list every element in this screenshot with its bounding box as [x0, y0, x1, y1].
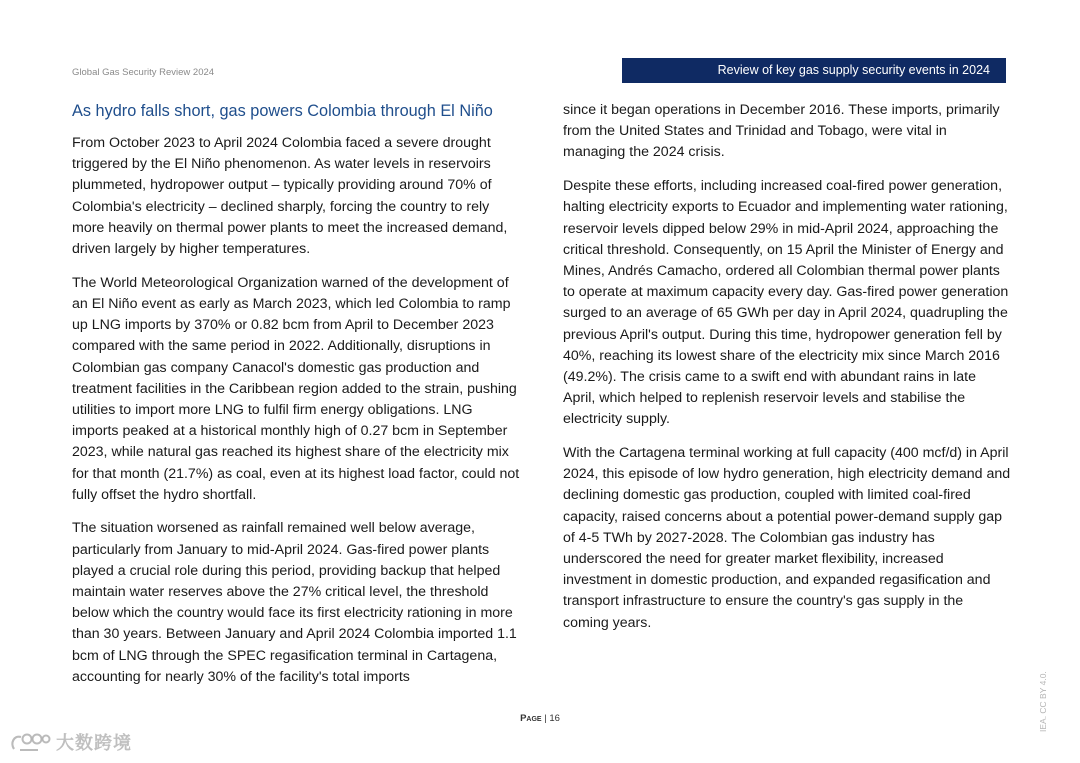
paragraph: since it began operations in December 2016. These imports, primarily from the United States and Trinidad and Tobago, were vital in managing the 2024 crisis.: [563, 102, 1000, 161]
page-label: Page: [520, 713, 542, 724]
section-title-banner: Review of key gas supply security events in 2024: [622, 58, 1006, 83]
paragraph: The situation worsened as rainfall remained well below average, particularly from January to mid-April 2024. Gas-fired power plants played a crucial role during this period, providing backup that helped maintain water reserves above the 27% critical level, the threshold below which the country would face its first electricity rationing in more than 30 years. Between January and April 2024 Colombia imported 1.1 bcm of LNG through the SPEC regasification terminal in Cartagena, accounting for nearly 30% of the facility's total imports: [72, 520, 517, 685]
right-column: [563, 100, 1011, 646]
running-title: Global Gas Security Review 2024: [72, 67, 215, 78]
page-number: [0, 713, 1080, 724]
paragraph: From October 2023 to April 2024 Colombia faced a severe drought triggered by the El Niño phenomenon. As water levels in reservoirs plummeted, hydropower output – typically providing around 70% of Colombia's electricity – declined sharply, forcing the country to rely more heavily on thermal power plants to meet the increased demand, driven largely by higher temperatures.: [72, 135, 508, 258]
paragraph: With the Cartagena terminal working at full capacity (400 mcf/d) in April 2024, this episode of low hydro generation, high electricity demand and declining domestic gas production, coupled with limited coal-fired capacity, raised concerns about a potential power-demand supply gap of 4-5 TWh by 2027-2028. The Colombian gas industry has underscored the need for greater market flexibility, increased investment in domestic production, and expanded regasification and transport infrastructure to ensure the country's gas supply in the coming years.: [563, 445, 1011, 631]
page-number-value: 16: [549, 713, 560, 724]
page-separator: |: [544, 713, 547, 724]
left-column: [72, 100, 520, 701]
section-heading: As hydro falls short, gas powers Colombia through El Niño: [72, 102, 493, 120]
brand-logo-icon: [8, 729, 52, 755]
paragraph: The World Meteorological Organization warned of the development of an El Niño event as early as March 2023, which led Colombia to ramp up LNG imports by 370% or 0.82 bcm from April to December 2023 compared with the same period in 2022. Additionally, disruptions in Colombian gas company Canacol's domestic gas production and treatment facilities in the Caribbean region added to the strain, pushing utilities to import more LNG to fulfil firm energy obligations. LNG imports peaked at a historical monthly high of 0.27 bcm in September 2023, while natural gas reached its highest share of the electricity mix for that month (21.7%) as coal, even at its highest load factor, could not fully offset the hydro shortfall.: [72, 274, 520, 503]
watermark: [8, 729, 132, 755]
license-note: IEA. CC BY 4.0.: [1038, 671, 1048, 732]
paragraph: Despite these efforts, including increased coal-fired power generation, halting electricity exports to Ecuador and implementing water rationing, reservoir levels dipped below 29% in mid-April 2024, approaching the critical threshold. Consequently, on 15 April the Minister of Energy and Mines, Andrés Camacho, ordered all Colombian thermal power plants to operate at maximum capacity every day. Gas-fired power generation surged to an average of 65 GWh per day in April 2024, quadrupling the previous April's output. During this time, hydropower generation fell by 40%, reaching its lowest share of the electricity mix since March 2016 (49.2%). The crisis came to a swift end with abundant rains in late April, which helped to replenish reservoir levels and stabilise the electricity supply.: [563, 178, 1009, 428]
watermark-text: 大数跨境: [56, 733, 132, 753]
